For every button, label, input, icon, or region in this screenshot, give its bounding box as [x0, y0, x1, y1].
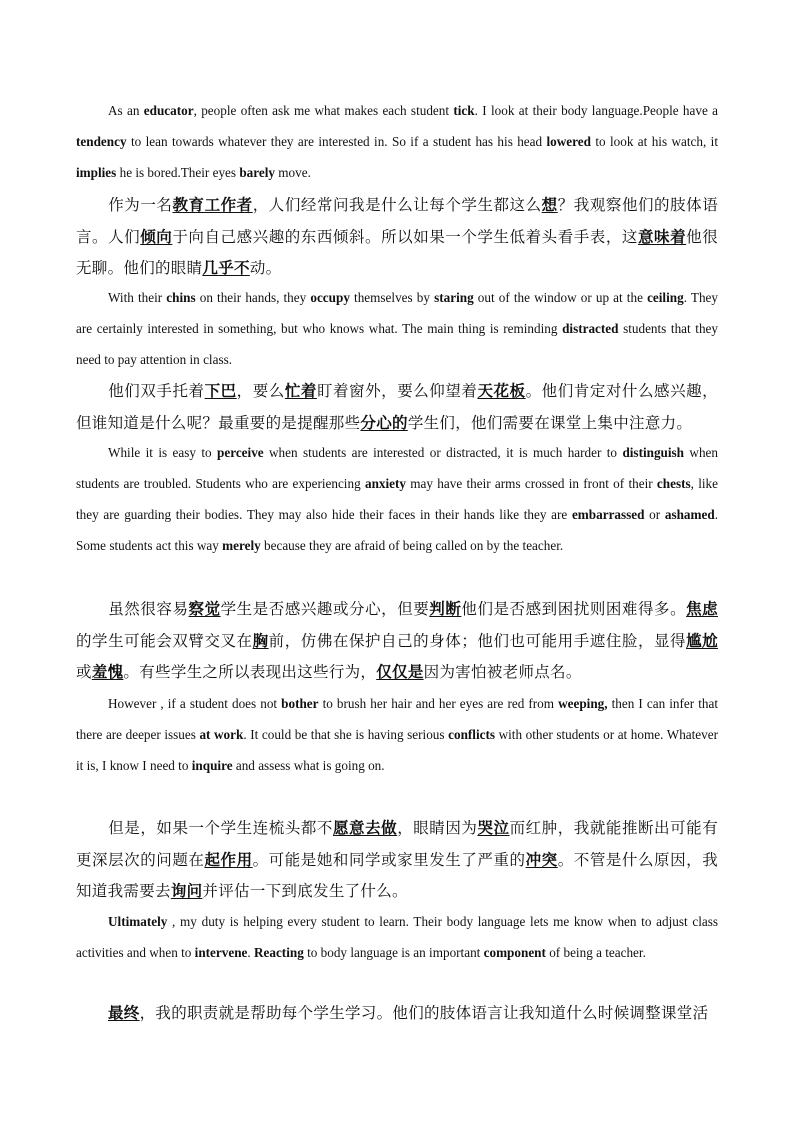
text-run: out of the window or up at the: [473, 290, 648, 305]
text-run: ？我观察他们的肢体语言。人们: [76, 196, 718, 246]
paragraph-chinese-2: [76, 376, 718, 439]
vocabulary-term: 起作用: [204, 850, 253, 869]
text-run: . They are certainly interested in something, but who knows what. The main thing is reminding: [76, 290, 718, 336]
text-run: 他们是否感到困扰则困难得多。: [461, 600, 687, 618]
vocabulary-term: distracted: [562, 321, 619, 336]
text-run: .: [247, 945, 254, 960]
vocabulary-term: educator: [143, 103, 194, 118]
text-run: or: [644, 507, 665, 522]
text-run: , my duty is helping every student to learn. Their body language lets me know when to adjust class activities and when to: [76, 914, 718, 960]
vocabulary-term: at work: [199, 727, 244, 742]
vocabulary-term: Reacting: [253, 945, 304, 960]
text-run: when students are troubled. Students who are experiencing: [76, 445, 718, 491]
vocabulary-term: 仅仅是: [376, 663, 424, 681]
vocabulary-term: conflicts: [448, 727, 496, 742]
text-run: to look at his watch, it: [590, 134, 718, 149]
vocabulary-term: distinguish: [622, 445, 685, 460]
text-run: While it is easy to: [108, 445, 218, 460]
vocabulary-term: occupy: [310, 290, 350, 305]
vocabulary-term: 忙着: [284, 382, 317, 400]
text-run: 因为害怕被老师点名。: [423, 663, 582, 681]
text-run: ，我的职责就是帮助每个学生学习。他们的肢体语言让我知道什么时候调整课堂活: [139, 1004, 709, 1022]
text-run: 于向自己感兴趣的东西倾斜。所以如果一个学生低着头看手表，这: [172, 227, 638, 246]
paragraph-english-1: [76, 95, 718, 188]
text-run: he is bored.Their eyes: [116, 165, 240, 180]
vocabulary-term: merely: [222, 538, 261, 553]
vocabulary-term: perceive: [217, 445, 264, 460]
text-run: 的学生可能会双臂交叉在: [76, 631, 253, 650]
paragraph-english-5: [76, 906, 718, 968]
vocabulary-term: weeping,: [558, 696, 608, 711]
vocabulary-term: intervene: [194, 945, 248, 960]
text-run: on their hands, they: [195, 290, 311, 305]
text-run: move.: [275, 165, 311, 180]
text-run: 盯着窗外，要么仰望着: [316, 382, 478, 400]
paragraph-chinese-3: [76, 594, 718, 689]
text-run: 而红肿，我就能推断出可能有更深层次的问题在: [76, 819, 718, 869]
vocabulary-term: component: [483, 945, 546, 960]
text-run: 。可能是她和同学或家里发生了严重的: [252, 850, 526, 869]
vocabulary-term: 焦虑: [686, 600, 718, 618]
text-run: 学生们，他们需要在课堂上集中注意力。: [407, 413, 693, 432]
text-run: . It could be that she is having serious: [243, 727, 449, 742]
vocabulary-term: 下巴: [204, 382, 237, 400]
vocabulary-term: 愿意去做: [332, 819, 398, 837]
text-run: 他很无聊。他们的眼睛: [76, 227, 719, 277]
text-run: 。有些学生之所以表现出这些行为，: [123, 663, 377, 681]
text-run: 或: [76, 663, 92, 681]
text-run: . I look at their body language.People have a: [474, 103, 718, 118]
vocabulary-term: 冲突: [525, 850, 558, 869]
text-run: then I can infer that there are deeper issues: [76, 696, 718, 742]
paragraph-chinese-5: [76, 998, 718, 1030]
text-run: As an: [108, 103, 144, 118]
text-run: 。不管是什么原因，我知道我需要去: [76, 850, 719, 900]
vocabulary-term: inquire: [191, 758, 233, 773]
text-run: 但是，如果一个学生连梳头都不: [108, 819, 333, 837]
text-run: With their: [108, 290, 167, 305]
text-run: students that they need to pay attention in class.: [76, 321, 718, 367]
vocabulary-term: embarrassed: [571, 507, 645, 522]
text-run: of being a teacher.: [545, 945, 646, 960]
text-run: . Some students act this way: [76, 507, 718, 553]
text-run: 他们双手托着: [108, 382, 205, 400]
vocabulary-term: barely: [239, 165, 275, 180]
vocabulary-term: staring: [434, 290, 474, 305]
vocabulary-term: ashamed: [664, 507, 715, 522]
paragraph-english-2: [76, 282, 718, 375]
text-run: because they are afraid of being called on by the teacher.: [260, 538, 564, 553]
vocabulary-term: 判断: [429, 600, 462, 618]
text-run: themselves by: [349, 290, 435, 305]
vocabulary-term: 羞愧: [91, 663, 124, 681]
text-run: 前，仿佛在保护自己的身体；他们也可能用手遮住脸，显得: [268, 631, 687, 650]
text-run: , people often ask me what makes each student: [193, 103, 454, 118]
vocabulary-term: tick: [453, 103, 475, 118]
text-run: to body language is an important: [303, 945, 484, 960]
vocabulary-term: bother: [281, 696, 319, 711]
vocabulary-term: 询问: [170, 882, 203, 900]
vocabulary-term: chins: [166, 290, 196, 305]
text-run: ，眼睛因为: [397, 819, 478, 837]
vocabulary-term: anxiety: [364, 476, 406, 491]
text-run: However , if a student does not: [108, 696, 282, 711]
vocabulary-term: Ultimately: [108, 914, 168, 929]
paragraph-chinese-4: [76, 813, 718, 908]
vocabulary-term: 倾向: [140, 227, 173, 246]
vocabulary-term: 意味着: [637, 227, 687, 246]
text-run: 学生是否感兴趣或分心，但要: [220, 600, 430, 618]
vocabulary-term: lowered: [546, 134, 591, 149]
text-run: 虽然很容易: [108, 600, 189, 618]
vocabulary-term: 哭泣: [477, 819, 510, 837]
paragraph-english-3: [76, 437, 718, 561]
text-run: when students are interested or distracted, it is much harder to: [263, 445, 623, 460]
vocabulary-term: chests: [656, 476, 691, 491]
text-run: 动。: [249, 259, 282, 277]
vocabulary-term: 分心的: [360, 413, 408, 432]
vocabulary-term: 想: [541, 196, 558, 214]
vocabulary-term: 几乎不: [202, 259, 250, 277]
paragraph-chinese-1: [76, 190, 718, 285]
vocabulary-term: 天花板: [477, 382, 526, 400]
vocabulary-term: 胸: [252, 631, 269, 650]
vocabulary-term: tendency: [76, 134, 127, 149]
vocabulary-term: 尴尬: [686, 631, 718, 650]
text-run: 作为一名: [108, 196, 173, 214]
text-run: with other students or at home. Whatever it is, I know I need to: [76, 727, 718, 773]
vocabulary-term: ceiling: [647, 290, 684, 305]
text-run: 。他们肯定对什么感兴趣，但谁知道是什么呢？最重要的是提醒那些: [76, 382, 718, 432]
vocabulary-term: 教育工作者: [172, 196, 253, 214]
text-run: to brush her hair and her eyes are red from: [318, 696, 559, 711]
text-run: ，要么: [236, 382, 285, 400]
vocabulary-term: 察觉: [188, 600, 221, 618]
text-run: may have their arms crossed in front of their: [406, 476, 657, 491]
text-run: to lean towards whatever they are interested in. So if a student has his head: [126, 134, 547, 149]
vocabulary-term: 最终: [108, 1004, 140, 1022]
paragraph-english-4: [76, 688, 718, 781]
text-run: and assess what is going on.: [232, 758, 385, 773]
text-run: , like they are guarding their bodies. They may also hide their faces in their hands like they are: [76, 476, 718, 522]
text-run: 并评估一下到底发生了什么。: [202, 882, 408, 900]
text-run: ，人们经常问我是什么让每个学生都这么: [252, 196, 542, 214]
vocabulary-term: implies: [76, 165, 117, 180]
